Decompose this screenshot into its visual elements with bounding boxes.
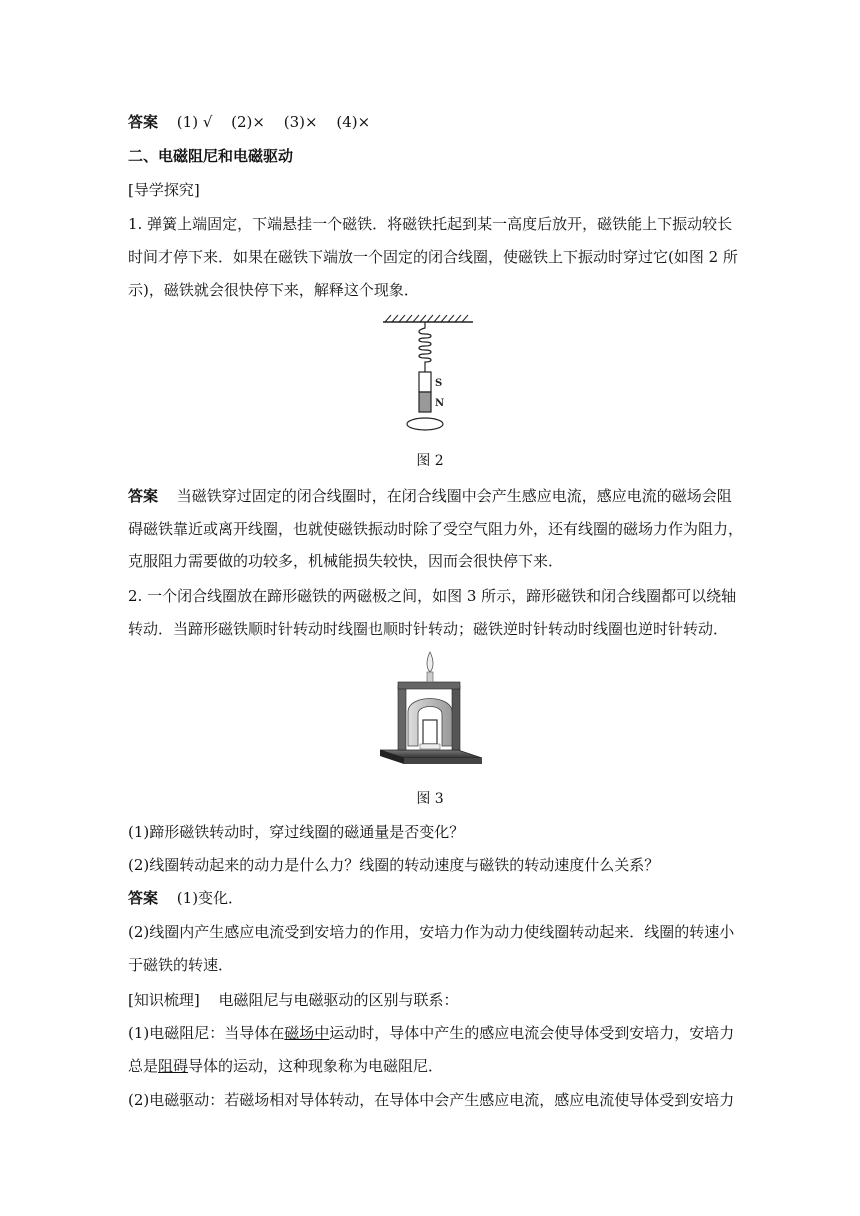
damping-line-2a: 总是 (128, 1057, 159, 1075)
answer-item-1: (1) √ (176, 113, 213, 131)
guide-heading: [导学探究] (128, 181, 200, 199)
figure-2-label-n: N (435, 398, 445, 409)
question-1-line-2: 时间才停下来．如果在磁铁下端放一个固定的闭合线圈，使磁铁上下振动时穿过它(如图 2 所 (128, 248, 738, 266)
answer-2-line-2: 碍磁铁靠近或离开线圈，也就使磁铁振动时除了受空气阻力外，还有线圈的磁场力作为阻力， (128, 520, 744, 538)
answer-3-text: (1)变化． (176, 889, 244, 907)
sub-question-1: (1)蹄形磁铁转动时，穿过线圈的磁通量是否变化？ (128, 823, 465, 841)
damping-blank-1: 磁场中 (284, 1024, 330, 1042)
driving-line-1: (2)电磁驱动：若磁场相对导体转动，在导体中会产生感应电流，感应电流使导体受到安培力 (128, 1091, 735, 1109)
damping-blank-2: 阻碍 (158, 1057, 189, 1075)
damping-line-2 (128, 1056, 443, 1076)
figure-2-caption: 图 2 (416, 453, 444, 469)
knowledge-line (128, 990, 459, 1010)
answer-2-line-1 (128, 486, 732, 506)
damping-line-2b: 导体的运动，这种现象称为电磁阻尼． (188, 1057, 444, 1075)
question-1-line-1: 1. 弹簧上端固定，下端悬挂一个磁铁．将磁铁托起到某一高度后放开，磁铁能上下振动较长 (128, 215, 733, 233)
knowledge-label: [知识梳理] (128, 991, 200, 1009)
figure-3-horseshoe-magnet (376, 650, 486, 775)
damping-part-2: 运动时，导体中产生的感应电流会使导体受到安培力，安培力 (329, 1024, 735, 1042)
answer-2-label: 答案 (128, 487, 159, 505)
knowledge-text: 电磁阻尼与电磁驱动的区别与联系： (218, 991, 459, 1009)
question-2-line-1: 2. 一个闭合线圈放在蹄形磁铁的两磁极之间，如图 3 所示，蹄形磁铁和闭合线圈都可以绕轴 (128, 587, 737, 605)
question-2-line-2: 转动．当蹄形磁铁顺时针转动时线圈也顺时针转动；磁铁逆时针转动时线圈也逆时针转动． (128, 620, 729, 638)
section-title: 二、电磁阻尼和电磁驱动 (128, 147, 294, 165)
answer-line-1 (128, 112, 370, 132)
damping-line-1 (128, 1023, 734, 1043)
answer-item-3: (3)× (283, 113, 318, 131)
answer-3-line-2: (2)线圈内产生感应电流受到安培力的作用，安培力作为动力使线圈转动起来．线圈的转速小 (128, 923, 735, 941)
answer-2-text-1: 当磁铁穿过固定的闭合线圈时，在闭合线圈中会产生感应电流，感应电流的磁场会阻 (176, 487, 732, 505)
question-1-line-3: 示)，磁铁就会很快停下来，解释这个现象． (128, 281, 419, 299)
answer-3-line-1 (128, 888, 243, 908)
answer-item-2: (2)× (231, 113, 265, 131)
answer-item-4: (4)× (336, 113, 371, 131)
figure-3-caption: 图 3 (416, 791, 444, 807)
answer-2-line-3: 克服阻力需要做的功较多，机械能损失较快，因而会很快停下来． (128, 552, 564, 570)
answer-3-label: 答案 (128, 889, 159, 907)
sub-question-2: (2)线圈转动起来的动力是什么力？线圈的转动速度与磁铁的转动速度什么关系？ (128, 856, 660, 874)
figure-2-label-s: S (435, 378, 443, 389)
answer-3-line-3: 于磁铁的转速． (128, 956, 234, 974)
damping-part-1: (1)电磁阻尼：当导体在 (128, 1024, 285, 1042)
answer-label: 答案 (128, 113, 159, 131)
figure-2-spring-magnet (375, 312, 485, 437)
